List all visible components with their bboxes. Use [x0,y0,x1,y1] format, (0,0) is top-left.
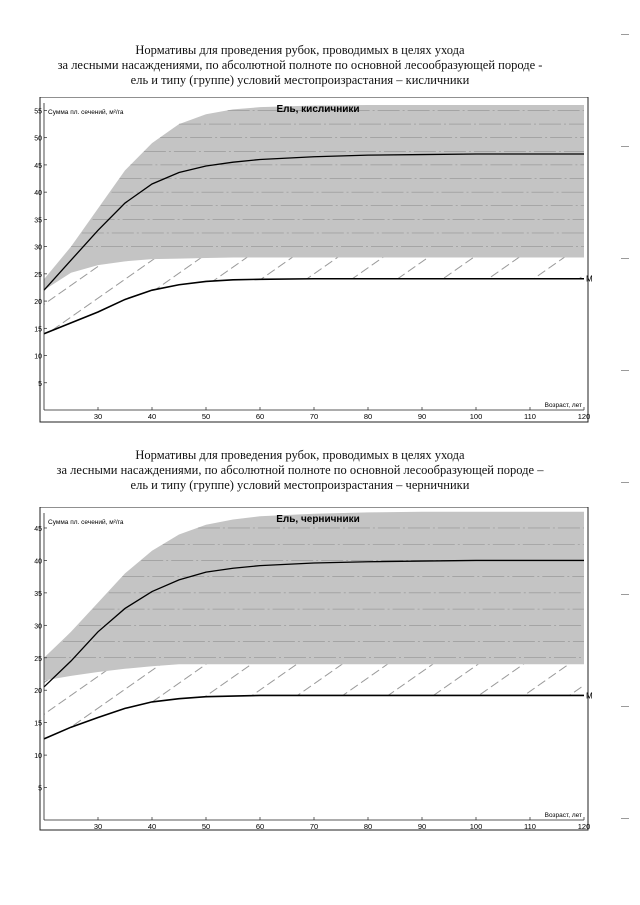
y-tick-label: 35 [34,217,42,225]
x-tick-label: 120 [577,412,591,421]
y-tick-label: 10 [34,353,42,361]
margin-mark [621,482,629,483]
x-tick-label: 30 [93,412,103,421]
y-tick-label: 45 [34,525,42,533]
x-tick-label: 90 [417,822,427,831]
series-label: M [586,691,593,701]
margin-mark [621,34,629,35]
margin-mark [621,706,629,707]
chart-2-heading [20,448,580,493]
y-axis-label: Сумма пл. сечений, м²/га [48,109,124,116]
margin-mark [621,818,629,819]
heading-line: за лесными насаждениями, по абсолютной полноте по основной лесообразующей породе - [57,58,543,72]
y-axis-label: Сумма пл. сечений, м²/га [48,519,124,526]
heading-line: Нормативы для проведения рубок, проводимых в целях ухода [135,43,465,57]
x-tick-label: 80 [363,412,373,421]
x-tick-label: 60 [255,412,265,421]
heading-line: Нормативы для проведения рубок, проводимых в целях ухода [135,448,465,462]
y-tick-label: 40 [34,190,42,198]
y-tick-label: 35 [34,590,42,598]
x-tick-label: 40 [147,822,157,831]
kislichniki-chart [0,97,640,429]
margin-mark [621,258,629,259]
y-tick-label: 25 [34,655,42,663]
margin-mark [621,370,629,371]
chart-title: Ель, черничники [276,514,360,525]
x-tick-label: 120 [577,822,591,831]
x-tick-label: 100 [469,822,483,831]
y-tick-label: 15 [34,326,42,334]
y-tick-label: 30 [34,244,42,252]
x-tick-label: 80 [363,822,373,831]
y-tick-label: 55 [34,108,42,116]
y-tick-label: 40 [34,558,42,566]
heading-line: ель и типу (группе) условий местопроизрастания – черничники [130,478,470,492]
y-tick-label: 5 [38,380,42,388]
heading-line: ель и типу (группе) условий местопроизрастания – кисличники [130,73,470,87]
series-label: M [586,274,593,284]
y-tick-label: 45 [34,162,42,170]
x-tick-label: 100 [469,412,483,421]
margin-mark [621,146,629,147]
x-axis-label: Возраст, лет [544,402,582,409]
y-tick-label: 25 [34,271,42,279]
chernichniki-chart [0,507,640,837]
x-tick-label: 60 [255,822,265,831]
x-tick-label: 70 [309,822,319,831]
chart-title: Ель, кисличники [276,104,360,115]
y-tick-label: 10 [34,753,42,761]
y-tick-label: 50 [34,135,42,143]
y-tick-label: 15 [34,720,42,728]
x-tick-label: 50 [201,822,211,831]
margin-mark [621,594,629,595]
x-tick-label: 30 [93,822,103,831]
x-tick-label: 50 [201,412,211,421]
y-tick-label: 20 [34,299,42,307]
x-tick-label: 90 [417,412,427,421]
x-tick-label: 110 [524,822,536,831]
x-tick-label: 40 [147,412,157,421]
y-tick-label: 30 [34,623,42,631]
x-tick-label: 70 [309,412,319,421]
chart-1-heading [20,43,580,88]
heading-line: за лесными насаждениями, по абсолютной полноте по основной лесообразующей породе – [56,463,544,477]
x-axis-label: Возраст, лет [544,812,582,819]
y-tick-label: 20 [34,688,42,696]
y-tick-label: 5 [38,785,42,793]
x-tick-label: 110 [524,412,536,421]
